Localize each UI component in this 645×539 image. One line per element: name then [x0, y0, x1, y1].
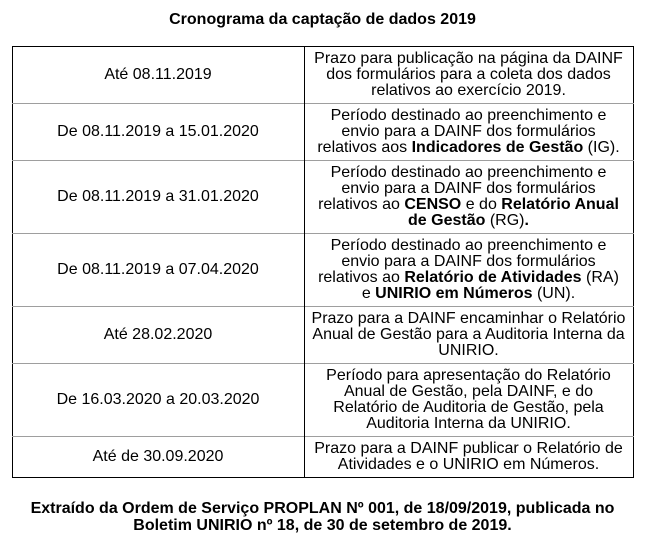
text-segment: Período destinado ao preenchimento e envio para a DAINF dos formulários relativos aos: [317, 107, 607, 156]
text-segment: .: [524, 212, 529, 229]
period-cell: De 08.11.2019 a 15.01.2020: [12, 104, 304, 161]
text-segment: UNIRIO em Números: [375, 285, 533, 302]
text-segment: (IG).: [583, 139, 620, 156]
description-cell: [304, 161, 633, 234]
text-segment: Prazo para a DAINF encaminhar o Relatório Anual de Gestão para a Auditoria Interna da UNIRIO.: [311, 310, 626, 359]
table-row: [12, 104, 633, 161]
text-segment: Período destinado ao preenchimento e envio para a DAINF dos formulários relativos ao: [318, 164, 607, 213]
table-row: [12, 234, 633, 307]
text-segment: Período destinado ao preenchimento e envio para a DAINF dos formulários relativos ao: [318, 237, 607, 286]
table-row: [12, 364, 633, 437]
description-cell: [304, 437, 633, 478]
text-segment: Prazo para publicação na página da DAINF dos formulários para a coleta dos dados relativos ao exercício 2019.: [314, 50, 623, 99]
description-cell: [304, 234, 633, 307]
text-segment: Indicadores de Gestão: [411, 139, 584, 156]
text-segment: Relatório Anual de Gestão: [408, 196, 619, 229]
text-segment: Período para apresentação do Relatório Anual de Gestão, pela DAINF, e do Relatório de Auditoria de Gestão, pela Auditoria Interna da UNIRIO.: [326, 367, 611, 432]
period-cell: Até 08.11.2019: [12, 47, 304, 104]
description-cell: [304, 47, 633, 104]
period-cell: De 16.03.2020 a 20.03.2020: [12, 364, 304, 437]
description-cell: [304, 307, 633, 364]
table-row: [12, 437, 633, 478]
period-cell: De 08.11.2019 a 31.01.2020: [12, 161, 304, 234]
text-segment: Prazo para a DAINF publicar o Relatório de Atividades e o UNIRIO em Números.: [314, 440, 623, 473]
period-cell: Até 28.02.2020: [12, 307, 304, 364]
schedule-table: [12, 46, 634, 478]
text-segment: (RG): [485, 212, 525, 229]
schedule-table-body: [12, 47, 633, 478]
table-row: [12, 307, 633, 364]
text-segment: Relatório de Atividades: [404, 269, 582, 286]
table-row: [12, 161, 633, 234]
period-cell: De 08.11.2019 a 07.04.2020: [12, 234, 304, 307]
document-page: [0, 11, 645, 539]
text-segment: (RA) e: [361, 269, 619, 302]
description-cell: [304, 364, 633, 437]
text-segment: e do: [461, 196, 502, 213]
description-cell: [304, 104, 633, 161]
text-segment: CENSO: [404, 196, 462, 213]
table-row: [12, 47, 633, 104]
source-note: Extraído da Ordem de Serviço PROPLAN Nº 001, de 18/09/2019, publicada no Boletim UNIRIO nº 18, de 30 de setembro de 2019.: [30, 500, 615, 534]
period-cell: Até de 30.09.2020: [12, 437, 304, 478]
page-title: Cronograma da captação de dados 2019: [169, 11, 476, 28]
text-segment: (UN).: [532, 285, 576, 302]
